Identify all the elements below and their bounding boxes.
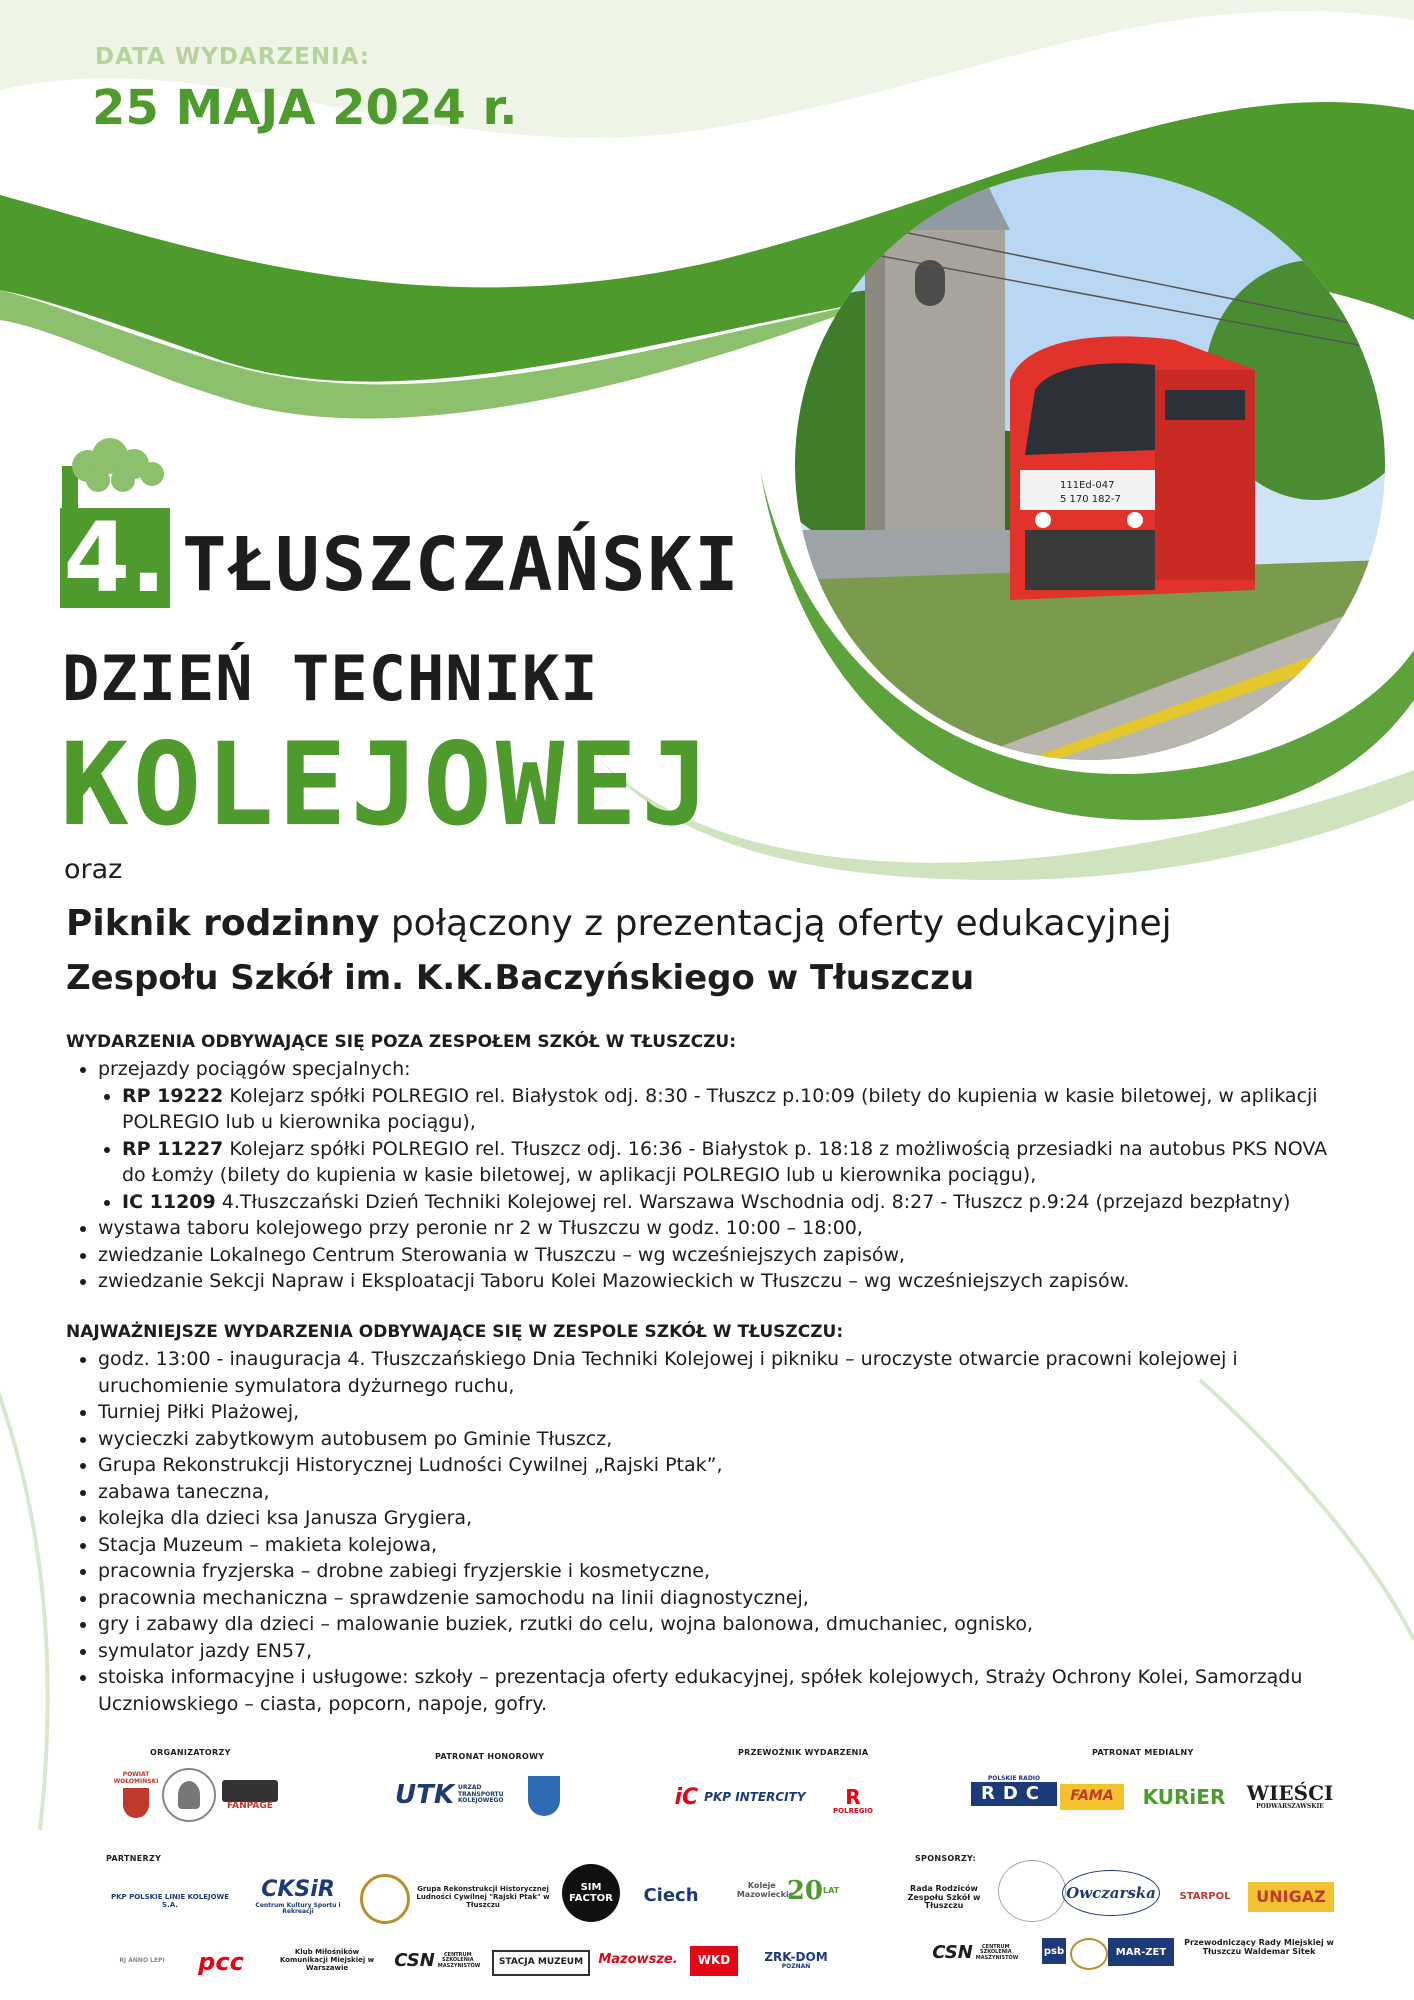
- train-item: [122, 1189, 1356, 1216]
- wiesci-logo: WIEŚCI PODWARSZAWSKIE: [1246, 1780, 1334, 1810]
- rajski-ptak-logo: Grupa Rekonstrukcji Historycznej Ludności Cywilnej "Rajski Ptak" w Tłuszczu: [416, 1885, 550, 1909]
- section1-heading: WYDARZENIA ODBYWAJĄCE SIĘ POZA ZESPOŁEM SZKÓŁ W TŁUSZCZU:: [66, 1032, 737, 1052]
- oraz-text: oraz: [64, 854, 123, 885]
- list-item: • Stacja Muzeum – makieta kolejowa,: [98, 1532, 1356, 1559]
- list-item: • zwiedzanie Lokalnego Centrum Sterowania w Tłuszczu – wg wcześniejszych zapisów,: [98, 1242, 1356, 1269]
- train-photo: [795, 170, 1385, 760]
- simfactor-logo: SIM FACTOR: [562, 1864, 620, 1922]
- polregio-logo: R POLREGIO: [832, 1785, 873, 1816]
- title-line-2: DZIEŃ TECHNIKI: [62, 642, 599, 715]
- list-item: • stoiska informacyjne i usługowe: szkoły – prezentacja oferty edukacyjnej, spółek kolejowych, Straży Ochrony Kolei, Samorządu Uczniowskiego – ciasta, popcorn, napoje, gofry.: [98, 1664, 1356, 1717]
- fanpage-logo: FANPAGE: [218, 1774, 282, 1818]
- media-label: PATRONAT MEDIALNY: [1092, 1748, 1194, 1757]
- train-text: Kolejarz spółki POLREGIO rel. Tłuszcz odj. 16:36 - Białystok p. 18:18 z możliwością przesiadki na autobus PKS NOVA do Łomży (bilety do kupienia w kasie biletowej, w aplikacji POLREGIO lub u kierownika pociągu),: [122, 1137, 1328, 1186]
- list-item: • zabawa taneczna,: [98, 1479, 1356, 1506]
- csn-logo-2: CSN CENTRUM SZKOLENIA MASZYNISTÓW: [932, 1942, 1019, 1964]
- list-item: • pracownia mechaniczna – sprawdzenie samochodu na linii diagnostycznej,: [98, 1585, 1356, 1612]
- date-value: 25 MAJA 2024 r.: [92, 80, 518, 136]
- title-line-1: TŁUSZCZAŃSKI: [182, 522, 741, 608]
- list-item: • kolejka dla dzieci ksa Janusza Grygiera,: [98, 1505, 1356, 1532]
- cukiernia-logo: [998, 1860, 1066, 1922]
- rj-logo: RJ ANNO LEPI: [119, 1956, 165, 1964]
- stacja-muzeum-logo: STACJA MUZEUM: [492, 1950, 590, 1976]
- train-code: RP 19222: [122, 1084, 224, 1107]
- title-line-3: KOLEJOWEJ: [60, 718, 714, 851]
- przewodniczacy-logo: Przewodniczący Rady Miejskiej w Tłuszczu Waldemar Sitek: [1184, 1938, 1334, 1956]
- kurier-logo: KURiER: [1142, 1785, 1226, 1809]
- emblem-logo: [1070, 1938, 1108, 1970]
- pkp-intercity-logo: iC PKP INTERCITY: [674, 1784, 806, 1810]
- utk-logo: UTK URZĄD TRANSPORTU KOLEJOWEGO: [395, 1779, 504, 1810]
- rdc-logo: POLSKIE RADIO RDC: [966, 1768, 1062, 1814]
- portrait-seal-logo: [162, 1768, 216, 1822]
- subtitle-line-1: [66, 903, 1172, 944]
- list-item: • wystawa taboru kolejowego przy peronie nr 2 w Tłuszczu w godz. 10:00 – 18:00,: [98, 1215, 1356, 1242]
- subtitle-line-2: Zespołu Szkół im. K.K.Baczyńskiego w Tłuszczu: [66, 958, 975, 998]
- list-item: [98, 1056, 1356, 1215]
- unigaz-logo: UNIGAZ: [1248, 1882, 1334, 1912]
- list-item: • zwiedzanie Sekcji Napraw i Eksploatacji Taboru Kolei Mazowieckich w Tłuszczu – wg wcześniejszych zapisów.: [98, 1268, 1356, 1295]
- koleje-mazowieckie-logo: Koleje Mazowieckie 20 LAT: [736, 1875, 840, 1906]
- section1-list: [66, 1056, 1356, 1295]
- ciech-logo: Ciech: [643, 1885, 699, 1907]
- mar-zet-logo: MAR-ZET: [1108, 1938, 1174, 1966]
- train-text: Kolejarz spółki POLREGIO rel. Białystok odj. 8:30 - Tłuszcz p.10:09 (bilety do kupienia w kasie biletowej, w aplikacji POLREGIO lub u kierownika pociągu),: [122, 1084, 1318, 1133]
- powiat-logo: POWIAT WOŁOMIŃSKI: [114, 1770, 158, 1820]
- carrier-label: PRZEWOŹNIK WYDARZENIA: [738, 1748, 869, 1757]
- train-code: IC 11209: [122, 1190, 216, 1213]
- starpol-logo: STARPOL: [1179, 1890, 1231, 1902]
- section2-list: [66, 1346, 1356, 1717]
- train-code: RP 11227: [122, 1137, 224, 1160]
- zrk-dom-logo: ZRK-DOM POZNAŃ: [764, 1950, 828, 1971]
- wkd-logo: WKD: [690, 1946, 738, 1976]
- sponsor-logos: [0, 1740, 1414, 2000]
- pcc-logo: pcc: [198, 1947, 244, 1976]
- engine-label-1: 111Ed-047: [1060, 480, 1115, 491]
- subtitle-bold: Piknik rodzinny: [66, 903, 380, 944]
- mazowsze-logo: Mazowsze.: [598, 1951, 678, 1967]
- owczarska-logo: Owczarska: [1062, 1870, 1160, 1916]
- klub-logo: Klub Miłośników Komunikacji Miejskiej w Warszawie: [279, 1948, 375, 1972]
- csn-logo-1: CSN CENTRUM SZKOLENIA MASZYNISTÓW: [394, 1950, 481, 1972]
- pkp-plk-logo: PKP POLSKIE LINIE KOLEJOWE S.A.: [110, 1893, 230, 1909]
- honorary-label: PATRONAT HONOROWY: [435, 1752, 545, 1761]
- cksir-logo: CKSiR Centrum Kultury Sportu i Rekreacji: [255, 1877, 341, 1916]
- sponsors-label: SPONSORZY:: [915, 1854, 976, 1863]
- train-text: 4.Tłuszczański Dzień Techniki Kolejowej rel. Warszawa Wschodnia odj. 8:27 - Tłuszcz p.9:24 (przejazd bezpłatny): [215, 1190, 1291, 1213]
- list-item: • gry i zabawy dla dzieci – malowanie buziek, rzutki do celu, wojna balonowa, dmuchaniec, ognisko,: [98, 1611, 1356, 1638]
- radio-fama-logo: FAMA: [1060, 1784, 1124, 1810]
- rada-rodzicow-logo: Rada Rodziców Zespołu Szkół w Tłuszczu: [907, 1883, 981, 1911]
- train-item: [122, 1136, 1356, 1189]
- train-item: [122, 1083, 1356, 1136]
- organizers-label: ORGANIZATORZY: [150, 1748, 231, 1757]
- list-item: • pracownia fryzjerska – drobne zabiegi fryzjerskie i kosmetyczne,: [98, 1558, 1356, 1585]
- engine-label-2: 5 170 182-7: [1060, 494, 1121, 505]
- partners-label: PARTNERZY: [106, 1854, 162, 1863]
- list-item: • godz. 13:00 - inauguracja 4. Tłuszczańskiego Dnia Techniki Kolejowej i pikniku – uroczyste otwarcie pracowni kolejowej i uruchomienie symulatora dyżurnego ruchu,: [98, 1346, 1356, 1399]
- section2-heading: NAJWAŻNIEJSZE WYDARZENIA ODBYWAJĄCE SIĘ W ZESPOLE SZKÓŁ W TŁUSZCZU:: [66, 1322, 844, 1342]
- military-emblem-logo: [360, 1874, 410, 1924]
- subtitle-rest: połączony z prezentacją oferty edukacyjnej: [379, 903, 1172, 944]
- gmina-crest-logo: [528, 1776, 560, 1816]
- list-item: • wycieczki zabytkowym autobusem po Gminie Tłuszcz,: [98, 1426, 1356, 1453]
- date-label: DATA WYDARZENIA:: [95, 44, 371, 70]
- list-item: • Grupa Rekonstrukcji Historycznej Ludności Cywilnej „Rajski Ptak”,: [98, 1452, 1356, 1479]
- psb-logo: psb: [1042, 1938, 1066, 1964]
- trains-intro: przejazdy pociągów specjalnych:: [98, 1058, 411, 1080]
- list-item: • symulator jazdy EN57,: [98, 1638, 1356, 1665]
- list-item: • Turniej Piłki Plażowej,: [98, 1399, 1356, 1426]
- edition-number: 4.: [60, 508, 170, 608]
